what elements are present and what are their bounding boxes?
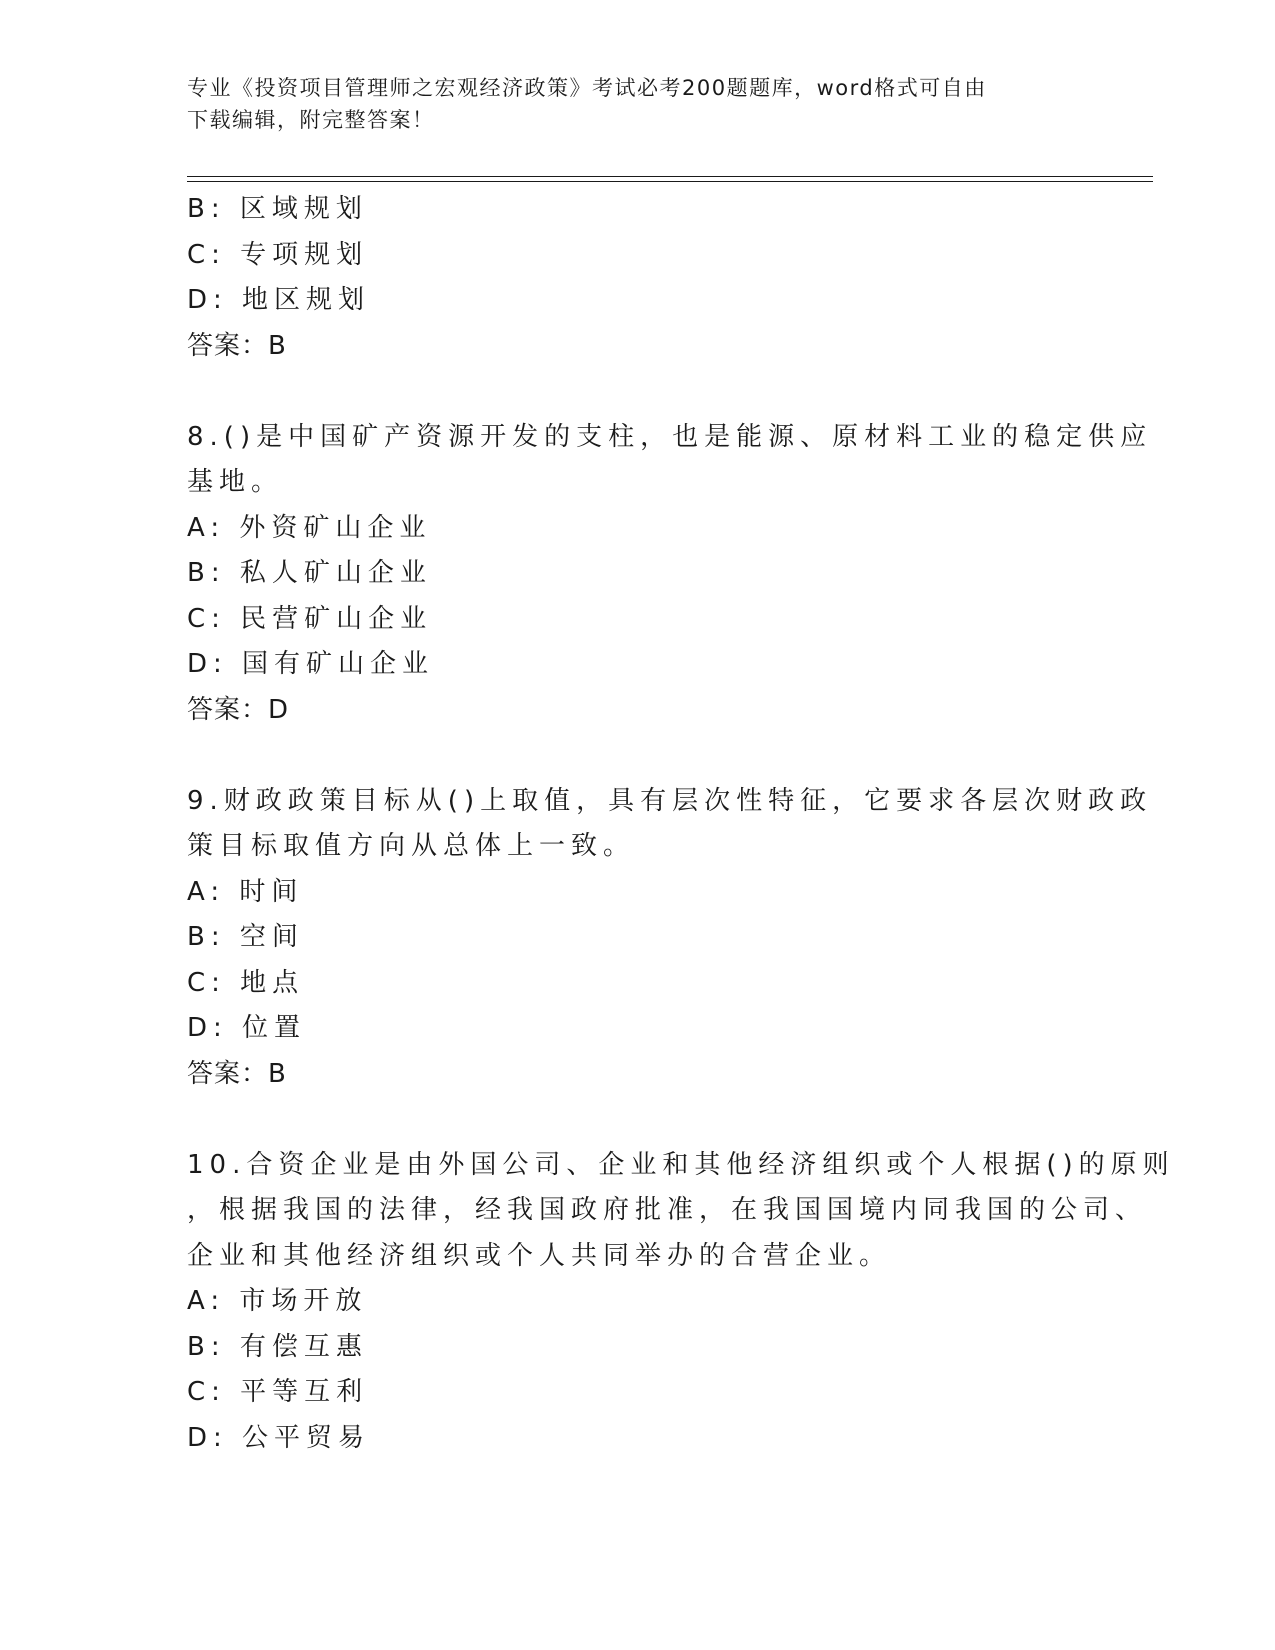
question-9 (187, 779, 1153, 1098)
header-rule-bottom (187, 181, 1153, 182)
spacer (187, 733, 1087, 779)
question-stem-line: 9.财政政策目标从()上取值，具有层次性特征，它要求各层次财政政 (187, 785, 1153, 816)
page-header (187, 72, 1067, 136)
option-c: C: 民营矿山企业 (187, 603, 433, 634)
question-8 (187, 415, 1153, 734)
option-b: B: 有偿互惠 (187, 1331, 368, 1362)
header-rule-top (187, 176, 1153, 177)
question-10 (187, 1143, 1175, 1462)
option-d: D: 公平贸易 (187, 1422, 371, 1453)
header-line-1: 专业《投资项目管理师之宏观经济政策》考试必考200题题库，word格式可自由 (187, 76, 987, 100)
question-stem-line: 基地。 (187, 467, 284, 497)
option-d: D: 地区规划 (187, 285, 371, 315)
option-b: B: 区域规划 (187, 194, 368, 224)
question-7-tail (187, 187, 1087, 369)
question-stem-line: 企业和其他经济组织或个人共同举办的合营企业。 (187, 1240, 892, 1271)
question-stem-line: 策目标取值方向从总体上一致。 (187, 831, 636, 861)
spacer (187, 369, 1087, 415)
option-c: C: 地点 (187, 967, 305, 998)
option-a: A: 时间 (187, 876, 304, 907)
answer-line: 答案：D (187, 694, 290, 725)
option-d: D: 位置 (187, 1013, 307, 1043)
answer-line: 答案：B (187, 330, 287, 361)
option-a: A: 市场开放 (187, 1286, 368, 1316)
question-stem-line: 8.()是中国矿产资源开发的支柱，也是能源、原材料工业的稳定供应 (187, 421, 1153, 452)
header-line-2: 下载编辑，附完整答案！ (187, 108, 435, 132)
answer-line: 答案：B (187, 1058, 287, 1089)
question-stem-line: 10.合资企业是由外国公司、企业和其他经济组织或个人根据()的原则 (187, 1149, 1175, 1180)
option-d: D: 国有矿山企业 (187, 649, 435, 679)
question-content (187, 187, 1175, 1461)
option-c: C: 专项规划 (187, 239, 369, 270)
question-stem-line: ，根据我国的法律，经我国政府批准，在我国国境内同我国的公司、 (187, 1195, 1148, 1225)
option-a: A: 外资矿山企业 (187, 512, 432, 543)
spacer (187, 1097, 1087, 1143)
option-b: B: 私人矿山企业 (187, 558, 432, 588)
option-c: C: 平等互利 (187, 1377, 369, 1407)
option-b: B: 空间 (187, 922, 304, 952)
